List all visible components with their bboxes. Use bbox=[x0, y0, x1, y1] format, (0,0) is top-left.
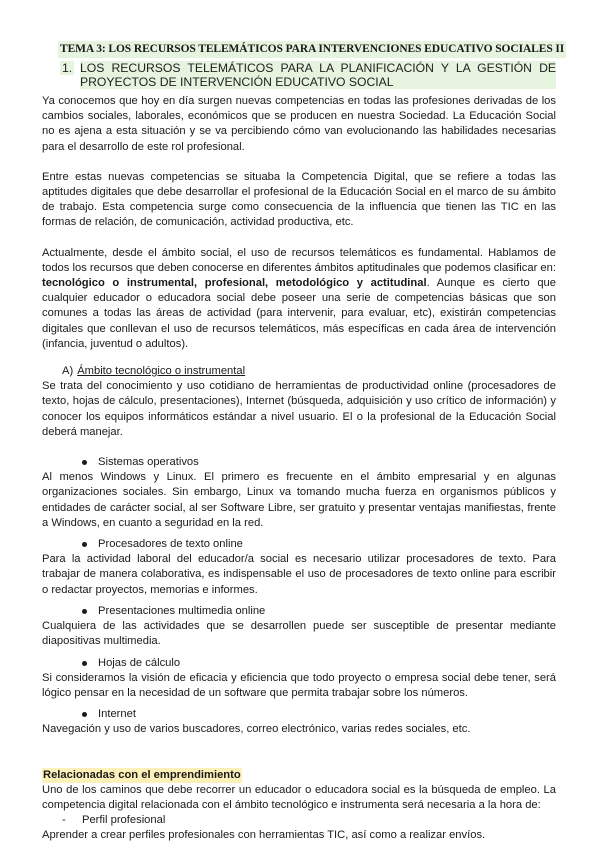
bullet-item: Internet bbox=[78, 707, 556, 722]
entrepreneurship-heading: Relacionadas con el emprendimiento bbox=[42, 768, 242, 783]
subsection-a-heading bbox=[62, 364, 556, 379]
bullet-text: Para la actividad laboral del educador/a social es necesario utilizar procesadores de texto. Para trabajar de manera colaborativa, es indispensable el uso de procesadores de texto online para escribir o redactar proyectos, memorias e informes. bbox=[42, 553, 556, 596]
aptitude-areas-bold: tecnológico o instrumental, profesional, metodológico y actitudinal bbox=[42, 277, 427, 290]
paragraph-text: Actualmente, desde el ámbito social, el uso de recursos telemáticos es fundamental. Hablamos de todos los recursos que deben conocerse en diferentes ámbitos aptitudinales que podemos clasificar en: bbox=[42, 246, 556, 274]
document-title: TEMA 3: LOS RECURSOS TELEMÁTICOS PARA INTERVENCIONES EDUCATIVO SOCIALES II bbox=[58, 41, 566, 58]
entrepreneurship-text: Uno de los caminos que debe recorrer un educador o educadora social es la búsqueda de empleo. La competencia digital relacionada con el ámbito tecnológico e instrumenta será necesaria a la hora de: bbox=[42, 783, 556, 811]
paragraph-intro: Ya conocemos que hoy en día surgen nuevas competencias en todas las profesiones derivadas de los cambios sociales, laborales, económicos que se producen en nuestra Sociedad. La Educación Social no es ajena a esta situación y se va percibiendo cómo van evolucionando las habilidades necesarias para el desarrollo de este rol profesional. bbox=[42, 95, 556, 153]
bullet-item: Hojas de cálculo bbox=[78, 656, 556, 671]
paragraph-telematic-resources bbox=[42, 246, 556, 352]
bullet-text: Cualquiera de las actividades que se desarrollen puede ser susceptible de presentar mediante diapositivas multimedia. bbox=[42, 620, 556, 648]
paragraph-text: . Aunque es cierto que cualquier educador o educadora social debe poseer una serie de competencias básicas que son comunes a todas las áreas de actividad (para intervenir, para evaluar, etc), existirán competencias digitales que conllevan el uso de recursos telemáticos, más específicas en cada área de intervención (infancia, juventud o adultos). bbox=[42, 277, 556, 350]
bullet-item: Procesadores de texto online bbox=[78, 537, 556, 552]
paragraph-digital-competence: Entre estas nuevas competencias se situaba la Competencia Digital, que se refiere a todas las aptitudes digitales que debe desarrollar el profesional de la Educación Social en el marco de su ámbito de trabajo. Esta competencia surge como consecuencia de la influencia que tienen las TIC en las formas de relación, de comunicación, actividad productiva, etc. bbox=[42, 170, 556, 229]
subsection-label: Ámbito tecnológico o instrumental bbox=[77, 365, 246, 378]
subsection-a-text: Se trata del conocimiento y uso cotidiano de herramientas de productividad online (procesadores de texto, hojas de cálculo, presentaciones), Internet (búsqueda, adquisición y uso crítico de información) y conocer los equipos informáticos estándar a nivel usuario. El o la profesional de la Educación Social deberá manejar. bbox=[42, 380, 556, 438]
bullet-text: Navegación y uso de varios buscadores, correo electrónico, varias redes sociales, etc. bbox=[42, 723, 471, 736]
section-number: 1. bbox=[62, 61, 73, 75]
section-heading-text: LOS RECURSOS TELEMÁTICOS PARA LA PLANIFICACIÓN Y LA GESTIÓN DE PROYECTOS DE INTERVENCIÓN EDUCATIVO SOCIAL bbox=[80, 61, 556, 89]
section-heading bbox=[60, 61, 556, 89]
dash-item: - Perfil profesional bbox=[62, 813, 556, 828]
dash-item-text: Aprender a crear perfiles profesionales con herramientas TIC, así como a realizar envíos. bbox=[42, 829, 486, 842]
bullet-text: Si consideramos la visión de eficacia y eficiencia que todo proyecto o empresa social debe tener, será lógico pensar en la necesidad de un software que permita trabajar sobre los números. bbox=[42, 671, 556, 699]
bullet-text: Al menos Windows y Linux. El primero es frecuente en el ámbito empresarial y en algunas organizaciones sociales. Sin embargo, Linux va tomando mucha fuerza en organismos públicos y entidades de carácter social, al ser Software Libre, ser gratuito y presentar ventajas manifiestas, frente a Windows, en cuanto a seguridad en la red. bbox=[42, 471, 556, 529]
bullet-item: Presentaciones multimedia online bbox=[78, 604, 556, 619]
subsection-letter: A) bbox=[62, 365, 74, 378]
bullet-item: Sistemas operativos bbox=[78, 455, 556, 470]
document-body bbox=[42, 94, 556, 844]
